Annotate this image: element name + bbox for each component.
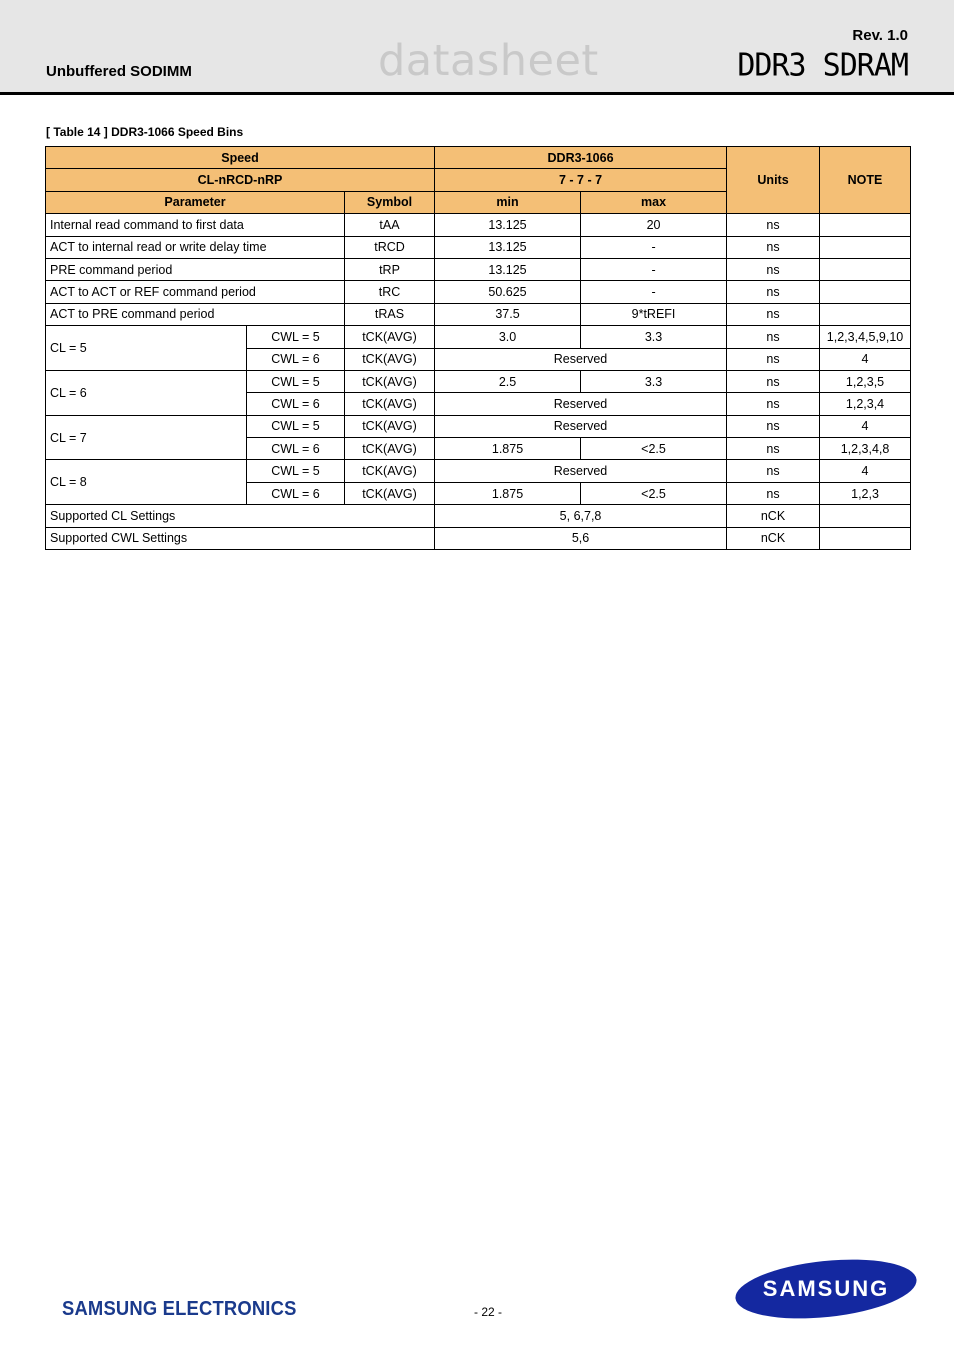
doc-type: Unbuffered SODIMM <box>46 63 192 80</box>
page-number: - 22 - <box>474 1305 503 1319</box>
parameter-name: Internal read command to first data <box>46 214 345 236</box>
units-cell: ns <box>727 258 820 280</box>
table-row <box>46 258 911 280</box>
symbol-cell: tCK(AVG) <box>345 326 435 348</box>
symbol-cell: tCK(AVG) <box>345 370 435 392</box>
table-row <box>46 415 911 437</box>
symbol-cell: tAA <box>345 214 435 236</box>
units-cell: ns <box>727 236 820 258</box>
note-cell: 1,2,3,4,5,9,10 <box>820 326 911 348</box>
min-header: min <box>435 191 581 213</box>
min-cell: 13.125 <box>435 236 581 258</box>
units-cell: ns <box>727 281 820 303</box>
min-cell: 37.5 <box>435 303 581 325</box>
revision: Rev. 1.0 <box>852 27 908 44</box>
supported-name: Supported CL Settings <box>46 505 435 527</box>
note-cell <box>820 236 911 258</box>
symbol-cell: tCK(AVG) <box>345 482 435 504</box>
note-cell <box>820 303 911 325</box>
min-cell: 50.625 <box>435 281 581 303</box>
cwl-cell: CWL = 6 <box>247 438 345 460</box>
product-title: DDR3 SDRAM <box>737 47 908 84</box>
supported-value: 5,6 <box>435 527 727 549</box>
min-cell: 13.125 <box>435 214 581 236</box>
parameter-name: PRE command period <box>46 258 345 280</box>
note-cell <box>820 505 911 527</box>
note-cell <box>820 527 911 549</box>
max-cell: - <box>581 258 727 280</box>
note-cell: 4 <box>820 348 911 370</box>
samsung-logo <box>734 1256 918 1322</box>
cwl-cell: CWL = 6 <box>247 482 345 504</box>
cwl-cell: CWL = 5 <box>247 370 345 392</box>
table-row <box>46 370 911 392</box>
max-cell: - <box>581 281 727 303</box>
max-cell: 3.3 <box>581 370 727 392</box>
table-row <box>46 214 911 236</box>
symbol-cell: tRC <box>345 281 435 303</box>
cl-label: CL = 7 <box>46 415 247 460</box>
table-row <box>46 236 911 258</box>
min-cell: 13.125 <box>435 258 581 280</box>
symbol-cell: tRP <box>345 258 435 280</box>
logo-text: SAMSUNG <box>762 1276 890 1301</box>
cwl-cell: CWL = 5 <box>247 326 345 348</box>
min-cell: 1.875 <box>435 438 581 460</box>
note-cell <box>820 258 911 280</box>
table-row <box>46 527 911 549</box>
symbol-cell: tCK(AVG) <box>345 460 435 482</box>
note-cell <box>820 214 911 236</box>
table-row <box>46 326 911 348</box>
min-cell: 1.875 <box>435 482 581 504</box>
units-cell: ns <box>727 393 820 415</box>
units-cell: ns <box>727 326 820 348</box>
max-cell: <2.5 <box>581 438 727 460</box>
max-cell: 3.3 <box>581 326 727 348</box>
note-cell: 1,2,3,4 <box>820 393 911 415</box>
symbol-cell: tRCD <box>345 236 435 258</box>
symbol-cell: tRAS <box>345 303 435 325</box>
units-cell: ns <box>727 303 820 325</box>
reserved-cell: Reserved <box>435 415 727 437</box>
min-cell: 3.0 <box>435 326 581 348</box>
units-cell: ns <box>727 460 820 482</box>
units-cell: nCK <box>727 527 820 549</box>
note-cell: 1,2,3,4,8 <box>820 438 911 460</box>
symbol-cell: tCK(AVG) <box>345 348 435 370</box>
symbol-cell: tCK(AVG) <box>345 415 435 437</box>
units-cell: ns <box>727 370 820 392</box>
speed-header: Speed <box>46 147 435 169</box>
max-header: max <box>581 191 727 213</box>
cwl-cell: CWL = 5 <box>247 415 345 437</box>
table-caption: [ Table 14 ] DDR3-1066 Speed Bins <box>46 125 244 139</box>
supported-value: 5, 6,7,8 <box>435 505 727 527</box>
cl-label: CL = 5 <box>46 326 247 371</box>
cl-label: CL = 8 <box>46 460 247 505</box>
reserved-cell: Reserved <box>435 460 727 482</box>
symbol-header: Symbol <box>345 191 435 213</box>
min-cell: 2.5 <box>435 370 581 392</box>
units-cell: ns <box>727 415 820 437</box>
supported-name: Supported CWL Settings <box>46 527 435 549</box>
reserved-cell: Reserved <box>435 393 727 415</box>
cl-nrcd-nrp-header: CL-nRCD-nRP <box>46 169 435 191</box>
footer-brand: SAMSUNG ELECTRONICS <box>62 1298 297 1320</box>
cwl-cell: CWL = 5 <box>247 460 345 482</box>
speed-value-header: DDR3-1066 <box>435 147 727 169</box>
note-header: NOTE <box>820 147 911 214</box>
table-row <box>46 281 911 303</box>
note-cell: 1,2,3,5 <box>820 370 911 392</box>
parameter-name: ACT to internal read or write delay time <box>46 236 345 258</box>
cl-value-header: 7 - 7 - 7 <box>435 169 727 191</box>
table-header-row <box>46 147 911 169</box>
note-cell: 4 <box>820 415 911 437</box>
cl-label: CL = 6 <box>46 370 247 415</box>
reserved-cell: Reserved <box>435 348 727 370</box>
max-cell: - <box>581 236 727 258</box>
parameter-name: ACT to PRE command period <box>46 303 345 325</box>
note-cell: 4 <box>820 460 911 482</box>
parameter-header: Parameter <box>46 191 345 213</box>
max-cell: 9*tREFI <box>581 303 727 325</box>
units-cell: ns <box>727 214 820 236</box>
symbol-cell: tCK(AVG) <box>345 393 435 415</box>
watermark: datasheet <box>378 36 599 86</box>
units-header: Units <box>727 147 820 214</box>
speed-bins-table <box>45 146 911 550</box>
cwl-cell: CWL = 6 <box>247 393 345 415</box>
units-cell: ns <box>727 482 820 504</box>
table-row <box>46 303 911 325</box>
units-cell: nCK <box>727 505 820 527</box>
cwl-cell: CWL = 6 <box>247 348 345 370</box>
max-cell: <2.5 <box>581 482 727 504</box>
units-cell: ns <box>727 348 820 370</box>
units-cell: ns <box>727 438 820 460</box>
parameter-name: ACT to ACT or REF command period <box>46 281 345 303</box>
header-rule <box>0 92 954 95</box>
note-cell: 1,2,3 <box>820 482 911 504</box>
max-cell: 20 <box>581 214 727 236</box>
symbol-cell: tCK(AVG) <box>345 438 435 460</box>
note-cell <box>820 281 911 303</box>
table-row <box>46 460 911 482</box>
table-row <box>46 505 911 527</box>
